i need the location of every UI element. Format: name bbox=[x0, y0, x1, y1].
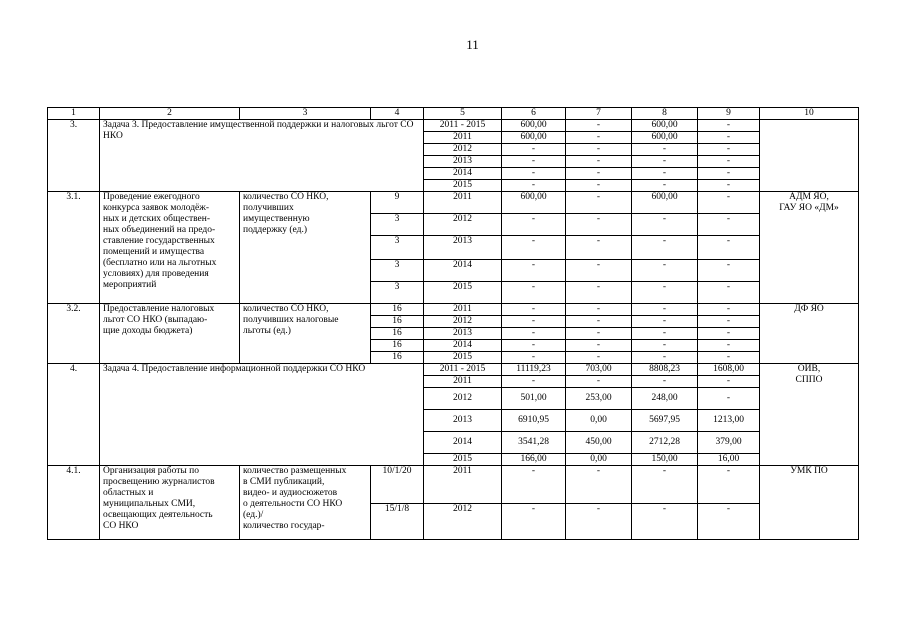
task3-number: 3. bbox=[48, 120, 100, 192]
year-cell: 2013 bbox=[424, 410, 502, 432]
value-cell: 0,00 bbox=[566, 454, 632, 466]
value-cell: - bbox=[502, 236, 566, 260]
value-cell: - bbox=[502, 168, 566, 180]
indicator-value: 3 bbox=[371, 260, 424, 282]
value-cell: - bbox=[502, 144, 566, 156]
header-row bbox=[48, 108, 859, 120]
value-cell: 16,00 bbox=[698, 454, 760, 466]
value-cell: 8808,23 bbox=[632, 364, 698, 376]
value-cell: - bbox=[632, 168, 698, 180]
value-cell: - bbox=[502, 352, 566, 364]
item32-name: Предоставление налоговых льгот СО НКО (выпадаю- щие доходы бюджета) bbox=[100, 304, 240, 364]
value-cell: - bbox=[566, 192, 632, 214]
year-cell: 2014 bbox=[424, 432, 502, 454]
value-cell: 150,00 bbox=[632, 454, 698, 466]
year-cell: 2015 bbox=[424, 282, 502, 304]
col-header-8: 8 bbox=[632, 108, 698, 120]
indicator-value: 10/1/20 bbox=[371, 466, 424, 504]
indicator-value: 3 bbox=[371, 236, 424, 260]
value-cell: - bbox=[566, 340, 632, 352]
value-cell: - bbox=[698, 156, 760, 168]
value-cell: - bbox=[632, 376, 698, 388]
value-cell: - bbox=[698, 340, 760, 352]
value-cell: - bbox=[632, 328, 698, 340]
year-cell: 2011 bbox=[424, 376, 502, 388]
value-cell: - bbox=[632, 304, 698, 316]
value-cell: - bbox=[698, 214, 760, 236]
value-cell: 703,00 bbox=[566, 364, 632, 376]
value-cell: - bbox=[502, 340, 566, 352]
value-cell: - bbox=[698, 168, 760, 180]
item41-name: Организация работы по просвещению журналистов областных и муниципальных СМИ, освещающих деятельность СО НКО bbox=[100, 466, 240, 540]
value-cell: - bbox=[632, 180, 698, 192]
year-cell: 2012 bbox=[424, 504, 502, 540]
item41-executor: УМК ПО bbox=[760, 466, 859, 540]
year-cell: 2012 bbox=[424, 388, 502, 410]
value-cell: - bbox=[698, 466, 760, 504]
year-cell: 2011 bbox=[424, 304, 502, 316]
value-cell: - bbox=[502, 214, 566, 236]
value-cell: - bbox=[632, 466, 698, 504]
value-cell: - bbox=[698, 388, 760, 410]
value-cell: - bbox=[698, 376, 760, 388]
value-cell: - bbox=[566, 282, 632, 304]
value-cell: - bbox=[502, 316, 566, 328]
item31-indicator: количество СО НКО, получивших имущественную поддержку (ед.) bbox=[240, 192, 371, 304]
value-cell: - bbox=[698, 352, 760, 364]
indicator-value: 15/1/8 bbox=[371, 504, 424, 540]
value-cell: - bbox=[632, 144, 698, 156]
table-row bbox=[48, 364, 859, 376]
item31-name: Проведение ежегодного конкурса заявок молодёж- ных и детских обществен- ных объединений на предо- ставление государственных помещений и имущества (бесплатно или на льготных условиях) для проведения мероприятий bbox=[100, 192, 240, 304]
value-cell: - bbox=[502, 504, 566, 540]
item41-number: 4.1. bbox=[48, 466, 100, 540]
value-cell: - bbox=[502, 156, 566, 168]
value-cell: - bbox=[566, 260, 632, 282]
program-activities-table bbox=[47, 107, 859, 540]
value-cell: - bbox=[632, 352, 698, 364]
value-cell: 450,00 bbox=[566, 432, 632, 454]
value-cell: 600,00 bbox=[502, 132, 566, 144]
value-cell: - bbox=[502, 282, 566, 304]
value-cell: - bbox=[502, 328, 566, 340]
value-cell: - bbox=[632, 316, 698, 328]
value-cell: - bbox=[698, 180, 760, 192]
value-cell: - bbox=[632, 214, 698, 236]
value-cell: 501,00 bbox=[502, 388, 566, 410]
item32-number: 3.2. bbox=[48, 304, 100, 364]
value-cell: - bbox=[632, 236, 698, 260]
value-cell: - bbox=[632, 504, 698, 540]
table-row bbox=[48, 120, 859, 132]
indicator-value: 16 bbox=[371, 316, 424, 328]
value-cell: - bbox=[698, 328, 760, 340]
value-cell: 0,00 bbox=[566, 410, 632, 432]
value-cell: - bbox=[566, 466, 632, 504]
col-header-1: 1 bbox=[48, 108, 100, 120]
value-cell: - bbox=[698, 282, 760, 304]
value-cell: - bbox=[632, 282, 698, 304]
item31-executor: АДМ ЯО, ГАУ ЯО «ДМ» bbox=[760, 192, 859, 304]
value-cell: - bbox=[566, 214, 632, 236]
value-cell: 248,00 bbox=[632, 388, 698, 410]
year-cell: 2015 bbox=[424, 454, 502, 466]
value-cell: - bbox=[698, 304, 760, 316]
indicator-value: 16 bbox=[371, 352, 424, 364]
col-header-4: 4 bbox=[371, 108, 424, 120]
value-cell: - bbox=[566, 168, 632, 180]
year-cell: 2014 bbox=[424, 340, 502, 352]
value-cell: 600,00 bbox=[502, 120, 566, 132]
value-cell: - bbox=[502, 180, 566, 192]
year-cell: 2012 bbox=[424, 316, 502, 328]
year-cell: 2012 bbox=[424, 144, 502, 156]
value-cell: - bbox=[502, 304, 566, 316]
value-cell: - bbox=[566, 304, 632, 316]
year-cell: 2011 - 2015 bbox=[424, 364, 502, 376]
col-header-9: 9 bbox=[698, 108, 760, 120]
indicator-value: 16 bbox=[371, 304, 424, 316]
value-cell: - bbox=[566, 376, 632, 388]
year-cell: 2011 bbox=[424, 466, 502, 504]
value-cell: 166,00 bbox=[502, 454, 566, 466]
col-header-2: 2 bbox=[100, 108, 240, 120]
col-header-5: 5 bbox=[424, 108, 502, 120]
value-cell: 600,00 bbox=[632, 132, 698, 144]
value-cell: - bbox=[566, 156, 632, 168]
value-cell: - bbox=[698, 504, 760, 540]
task3-executor bbox=[760, 120, 859, 192]
value-cell: - bbox=[698, 236, 760, 260]
value-cell: - bbox=[566, 144, 632, 156]
value-cell: 1608,00 bbox=[698, 364, 760, 376]
value-cell: - bbox=[502, 466, 566, 504]
value-cell: 379,00 bbox=[698, 432, 760, 454]
value-cell: - bbox=[566, 352, 632, 364]
value-cell: 600,00 bbox=[502, 192, 566, 214]
indicator-value: 16 bbox=[371, 328, 424, 340]
task4-title: Задача 4. Предоставление информационной поддержки СО НКО bbox=[100, 364, 424, 466]
value-cell: - bbox=[632, 156, 698, 168]
indicator-value: 16 bbox=[371, 340, 424, 352]
table-row bbox=[48, 304, 859, 316]
indicator-value: 9 bbox=[371, 192, 424, 214]
value-cell: - bbox=[698, 192, 760, 214]
value-cell: - bbox=[566, 504, 632, 540]
item32-executor: ДФ ЯО bbox=[760, 304, 859, 364]
year-cell: 2011 - 2015 bbox=[424, 120, 502, 132]
value-cell: 5697,95 bbox=[632, 410, 698, 432]
task4-number: 4. bbox=[48, 364, 100, 466]
year-cell: 2015 bbox=[424, 352, 502, 364]
value-cell: - bbox=[566, 316, 632, 328]
year-cell: 2015 bbox=[424, 180, 502, 192]
col-header-6: 6 bbox=[502, 108, 566, 120]
item41-indicator: количество размещенных в СМИ публикаций, видео- и аудиосюжетов о деятельности СО НКО (ед.)/ количество государ- bbox=[240, 466, 371, 540]
program-table-container bbox=[47, 107, 858, 540]
value-cell: 11119,23 bbox=[502, 364, 566, 376]
year-cell: 2014 bbox=[424, 168, 502, 180]
indicator-value: 3 bbox=[371, 214, 424, 236]
year-cell: 2013 bbox=[424, 328, 502, 340]
table-row bbox=[48, 192, 859, 214]
value-cell: 3541,28 bbox=[502, 432, 566, 454]
value-cell: - bbox=[502, 260, 566, 282]
value-cell: - bbox=[698, 144, 760, 156]
page-number: 11 bbox=[466, 37, 479, 52]
value-cell: - bbox=[566, 120, 632, 132]
indicator-value: 3 bbox=[371, 282, 424, 304]
value-cell: - bbox=[698, 316, 760, 328]
table-row bbox=[48, 466, 859, 504]
value-cell: 2712,28 bbox=[632, 432, 698, 454]
year-cell: 2011 bbox=[424, 192, 502, 214]
value-cell: - bbox=[698, 260, 760, 282]
year-cell: 2014 bbox=[424, 260, 502, 282]
year-cell: 2013 bbox=[424, 236, 502, 260]
value-cell: - bbox=[566, 328, 632, 340]
year-cell: 2011 bbox=[424, 132, 502, 144]
col-header-10: 10 bbox=[760, 108, 859, 120]
value-cell: - bbox=[698, 132, 760, 144]
year-cell: 2012 bbox=[424, 214, 502, 236]
task3-title: Задача 3. Предоставление имущественной поддержки и налоговых льгот СО НКО bbox=[100, 120, 424, 192]
value-cell: - bbox=[566, 132, 632, 144]
task4-executor: ОИВ, СППО bbox=[760, 364, 859, 466]
value-cell: 253,00 bbox=[566, 388, 632, 410]
col-header-7: 7 bbox=[566, 108, 632, 120]
item32-indicator: количество СО НКО, получивших налоговые льготы (ед.) bbox=[240, 304, 371, 364]
value-cell: 1213,00 bbox=[698, 410, 760, 432]
value-cell: - bbox=[632, 340, 698, 352]
value-cell: 6910,95 bbox=[502, 410, 566, 432]
item31-number: 3.1. bbox=[48, 192, 100, 304]
value-cell: - bbox=[566, 236, 632, 260]
value-cell: - bbox=[632, 260, 698, 282]
value-cell: - bbox=[502, 376, 566, 388]
value-cell: - bbox=[566, 180, 632, 192]
col-header-3: 3 bbox=[240, 108, 371, 120]
year-cell: 2013 bbox=[424, 156, 502, 168]
value-cell: - bbox=[698, 120, 760, 132]
value-cell: 600,00 bbox=[632, 120, 698, 132]
value-cell: 600,00 bbox=[632, 192, 698, 214]
